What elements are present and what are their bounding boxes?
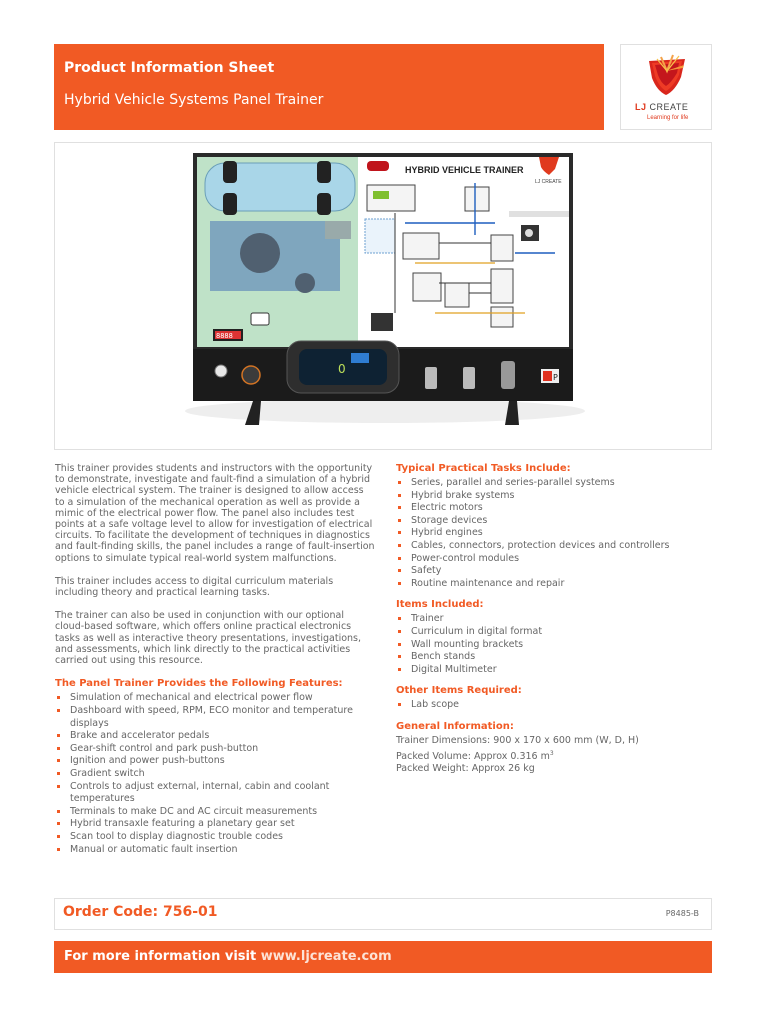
list-item: Safety bbox=[396, 565, 716, 578]
list-item: Cables, connectors, protection devices and controllers bbox=[396, 540, 716, 553]
weight-line: Packed Weight: Approx 26 kg bbox=[396, 763, 535, 775]
list-item: Hybrid transaxle featuring a planetary gear set bbox=[55, 818, 375, 831]
list-item: Dashboard with speed, RPM, ECO monitor and temperature displays bbox=[55, 705, 375, 730]
tasks-section bbox=[396, 463, 716, 590]
left-column bbox=[55, 463, 375, 856]
features-heading: The Panel Trainer Provides the Following Features: bbox=[55, 678, 343, 690]
list-item: Power-control modules bbox=[396, 553, 716, 566]
list-item: Lab scope bbox=[396, 699, 716, 712]
included-heading: Items Included: bbox=[396, 599, 484, 611]
general-heading: General Information: bbox=[396, 720, 514, 732]
intro-paragraph: This trainer provides students and instructors with the opportunity to demonstrate, investigate and fault-find a simulation of a hybrid vehicle electrical system. The trainer is designed to allow access to a simulation of the mechanical operation as well as provide a mimic of the electrical power flow. The panel also includes test points at a safe voltage level to allow for investigation of electrical circuits. To facilitate the development of techniques in diagnostics and fault-finding skills, the panel includes a range of fault-insertion options to simulate typical real-world system malfunctions. bbox=[55, 463, 375, 564]
required-section bbox=[396, 685, 716, 712]
order-code-box bbox=[54, 898, 712, 930]
list-item: Trainer bbox=[396, 613, 716, 626]
svg-text:HYBRID VEHICLE TRAINER: HYBRID VEHICLE TRAINER bbox=[405, 165, 524, 175]
page-title: Product Information Sheet bbox=[64, 60, 275, 76]
svg-text:8888: 8888 bbox=[216, 332, 233, 340]
list-item: Electric motors bbox=[396, 502, 716, 515]
list-item: Controls to adjust external, internal, cabin and coolant temperatures bbox=[55, 781, 375, 806]
general-section bbox=[396, 721, 716, 776]
dimensions-line: Trainer Dimensions: 900 x 170 x 600 mm (W, D, H) bbox=[396, 734, 639, 746]
svg-text:0: 0 bbox=[338, 362, 346, 376]
list-item: Hybrid brake systems bbox=[396, 490, 716, 503]
list-item: Ignition and power push-buttons bbox=[55, 755, 375, 768]
svg-text:P: P bbox=[553, 373, 558, 382]
list-item: Series, parallel and series-parallel systems bbox=[396, 477, 716, 490]
curriculum-paragraph: This trainer includes access to digital curriculum materials including theory and practical learning tasks. bbox=[55, 575, 334, 599]
trainer-panel-illustration bbox=[55, 143, 711, 449]
website-link[interactable]: www.ljcreate.com bbox=[260, 949, 392, 964]
right-column bbox=[396, 463, 716, 785]
list-item: Terminals to make DC and AC circuit measurements bbox=[55, 806, 375, 819]
list-item: Wall mounting brackets bbox=[396, 639, 716, 652]
included-section bbox=[396, 599, 716, 676]
cloud-software-paragraph: The trainer can also be used in conjunction with our optional cloud-based software, which offers online practical electronics tasks as well as interactive theory presentations, investigations, and assessments, which link directly to the practical activities carried out using this resource. bbox=[55, 610, 362, 667]
list-item: Digital Multimeter bbox=[396, 664, 716, 677]
list-item: Simulation of mechanical and electrical power flow bbox=[55, 692, 375, 705]
footer-text: For more information visit www.ljcreate.com bbox=[64, 949, 392, 964]
tasks-heading: Typical Practical Tasks Include: bbox=[396, 463, 571, 474]
features-list bbox=[55, 692, 375, 856]
footer-banner bbox=[54, 941, 712, 973]
tasks-list bbox=[396, 477, 716, 590]
svg-text:LJ CREATE: LJ CREATE bbox=[535, 179, 562, 185]
document-reference: P8485-B bbox=[665, 909, 699, 918]
list-item: Brake and accelerator pedals bbox=[55, 730, 375, 743]
list-item: Manual or automatic fault insertion bbox=[55, 844, 375, 857]
list-item: Storage devices bbox=[396, 515, 716, 528]
order-code: Order Code: 756-01 bbox=[63, 904, 218, 920]
product-name: Hybrid Vehicle Systems Panel Trainer bbox=[64, 92, 324, 108]
logo-shield-icon bbox=[621, 45, 713, 105]
volume-line: Packed Volume: Approx 0.316 $m^3$ bbox=[396, 749, 554, 762]
required-list bbox=[396, 699, 716, 712]
list-item: Gear-shift control and park push-button bbox=[55, 743, 375, 756]
list-item: Scan tool to display diagnostic trouble codes bbox=[55, 831, 375, 844]
product-photo bbox=[54, 142, 712, 450]
list-item: Hybrid engines bbox=[396, 527, 716, 540]
header-banner bbox=[54, 44, 604, 130]
logo-tagline: Learning for life bbox=[647, 115, 689, 121]
included-list bbox=[396, 613, 716, 676]
list-item: Bench stands bbox=[396, 651, 716, 664]
company-logo bbox=[620, 44, 712, 130]
list-item: Curriculum in digital format bbox=[396, 626, 716, 639]
list-item: Routine maintenance and repair bbox=[396, 578, 716, 591]
list-item: Gradient switch bbox=[55, 768, 375, 781]
logo-wordmark: LJ CREATE bbox=[635, 102, 689, 112]
required-heading: Other Items Required: bbox=[396, 685, 522, 697]
